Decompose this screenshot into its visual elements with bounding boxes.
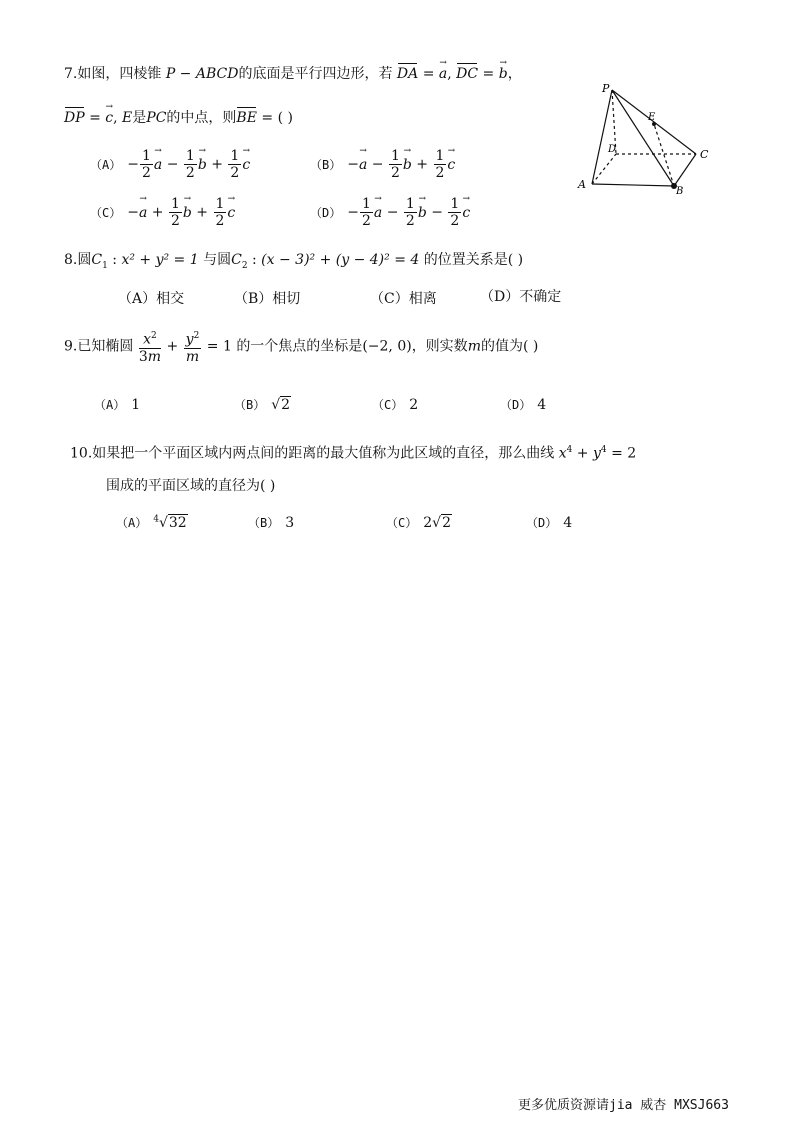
pyramid-figure — [568, 80, 718, 198]
q9-option-b: （B） √2 — [234, 397, 291, 413]
question-9: 9.已知椭圆 $\frac{x^2}{3m}$ + $\frac{y^2}{m}$ = 1 的一个焦点的坐标是(−2, 0)，则实数m的值为( ) — [64, 328, 538, 365]
answer-paren: ( ) — [522, 338, 539, 355]
question-7: 7.如图，四棱锥 P − ABCD的底面是平行四边形，若 DA = → a, DC = → b， — [64, 64, 522, 84]
question-number: 9. — [64, 338, 78, 355]
answer-paren: ( ) — [260, 478, 276, 494]
q8-option-d: （D）不确定 — [480, 289, 562, 305]
q7-option-b: （B） −→ a − $\frac{1}{2}$ → b + $\frac{1}{2}$ → c — [310, 148, 455, 181]
question-8: 8.圆$C_1$ : x² + y² = 1 与圆$C_2$ : (x − 3)² + (y − 4)² = 4 的位置关系是( ) — [64, 252, 524, 271]
q7-option-d: （D） − $\frac{1}{2}$ → a − $\frac{1}{2}$ → b − $\frac{1}{2}$ → c — [310, 196, 470, 229]
q8-option-c: （C）相离 — [370, 291, 437, 307]
q10-option-c: （C） 2√2 — [386, 515, 451, 531]
q9-option-d: （D） 4 — [500, 397, 547, 413]
q8-option-b: （B）相切 — [234, 291, 301, 307]
label-c: C — [700, 148, 709, 161]
q7-option-c: （C） −→ a + $\frac{1}{2}$ → b + $\frac{1}{2}$ → c — [90, 196, 235, 229]
label-p: P — [602, 82, 610, 95]
label-d: D — [608, 144, 617, 155]
question-number: 7. — [64, 66, 78, 82]
q9-option-c: （C） 2 — [372, 397, 419, 413]
question-7-line2: DP = → c, E是PC的中点，则BE = ( ) — [64, 108, 293, 128]
answer-paren: ( ) — [277, 110, 293, 126]
label-b: B — [676, 186, 684, 197]
q10-option-d: （D） 4 — [526, 515, 573, 531]
question-10-line2: 围成的平面区域的直径为( ) — [106, 478, 276, 494]
question-number: 10. — [70, 445, 93, 462]
q10-option-b: （B） 3 — [248, 515, 295, 531]
label-e: E — [648, 112, 656, 123]
q8-option-a: （A）相交 — [118, 291, 185, 307]
question-10: 10.如果把一个平面区域内两点间的距离的最大值称为此区域的直径，那么曲线 $x^4 + y^4 = 2$ — [70, 445, 637, 462]
q10-option-a: （A） $^4$√32 — [116, 514, 187, 531]
answer-paren: ( ) — [507, 252, 524, 268]
question-number: 8. — [64, 252, 78, 268]
footer-note: 更多优质资源请jia 威杏 MXSJ663 — [518, 1098, 729, 1113]
q7-option-a: （A） − $\frac{1}{2}$ → a − $\frac{1}{2}$ → b + $\frac{1}{2}$ → c — [90, 148, 250, 181]
label-a: A — [578, 178, 586, 191]
q9-option-a: （A） 1 — [94, 397, 141, 413]
